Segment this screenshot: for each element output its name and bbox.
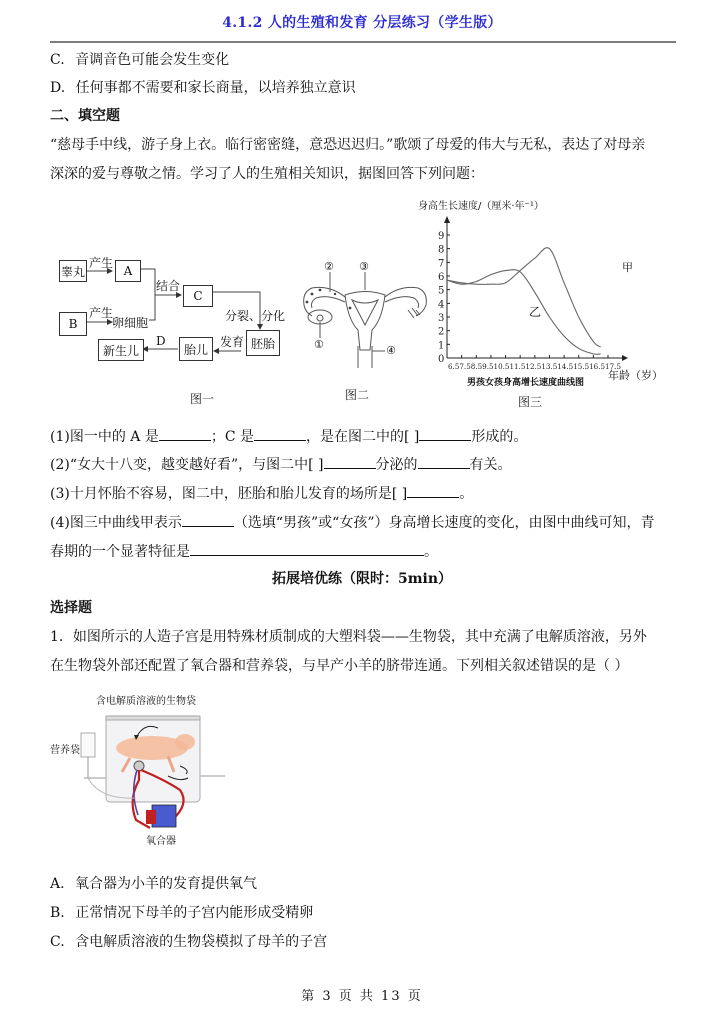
series-label-jia: 甲 [622, 261, 633, 274]
box-b: B [59, 312, 87, 336]
q2-text-b: 分泌的 [375, 457, 418, 473]
figure-2-caption: 图二 [345, 388, 370, 402]
option-b[interactable] [50, 904, 313, 922]
chart-y-axis-title: 身高生长速度/（厘米·年⁻¹） [418, 201, 544, 212]
document-header-title: 4.1.2 人的生殖和发育 分层练习（学生版） [222, 15, 502, 31]
svg-text:6: 6 [438, 272, 445, 283]
svg-text:3: 3 [438, 313, 445, 324]
marker-1: ① [314, 338, 324, 351]
q1-text-c: ；C 是 [210, 429, 255, 445]
label-oxygenator: 氧合器 [146, 836, 176, 847]
svg-text:5: 5 [438, 285, 445, 297]
svg-text:6.57.58.59.510.511.512.513.514: 6.57.58.59.510.511.512.513.514.515.516.517.5 [448, 362, 622, 371]
section-heading-extension: 拓展培优练（限时：5min） [271, 571, 453, 587]
q4-text-b: （选填“男孩”或“女孩”）身高增长速度的变化，由图中曲线可知，青 [233, 515, 655, 531]
box-testis: 睾丸 [59, 260, 87, 282]
mc-question-1-line-2: 在生物袋外部还配置了氧合器和营养袋，与早产小羊的脐带连通。下列相关叙述错误的是（ ） [50, 658, 629, 674]
q1-text-where: ，是在图二中的[ ] [306, 429, 420, 445]
option-text: 氧合器为小羊的发育提供氧气 [75, 876, 258, 892]
option-d-prev [50, 79, 356, 97]
option-a[interactable] [50, 875, 257, 893]
q4-text-c: 春期的一个显著特征是 [50, 544, 190, 560]
question-4-line-1 [50, 513, 654, 532]
label-develop: 发育 [220, 335, 245, 349]
label-divide-differentiate: 分裂、分化 [225, 309, 286, 323]
box-a: A [115, 260, 141, 282]
option-text: 音调音色可能会发生变化 [75, 52, 230, 68]
answer-blank-organ[interactable] [419, 427, 471, 441]
label-egg-cell: 卵细胞 [112, 316, 149, 330]
option-c[interactable] [50, 933, 327, 951]
figure-1-caption: 图一 [190, 392, 215, 406]
svg-text:2: 2 [438, 326, 445, 338]
answer-blank-organ-2[interactable] [324, 455, 376, 469]
svg-text:0: 0 [438, 354, 445, 365]
box-c: C [183, 285, 213, 307]
box-newborn: 新生儿 [98, 339, 144, 361]
q3-text-end: 。 [459, 486, 474, 502]
series-label-yi: 乙 [529, 305, 542, 319]
box-fetus: 胎儿 [179, 337, 213, 361]
label-nutrient-bag: 营养袋 [50, 745, 80, 756]
svg-text:4: 4 [438, 299, 445, 311]
option-key: C. [50, 934, 65, 950]
option-key: D. [50, 80, 66, 96]
chart-x-axis-title: 年龄（岁） [608, 369, 663, 382]
question-1 [50, 427, 527, 446]
intro-line-1: “慈母手中线，游子身上衣。临行密密缝，意恐迟迟归。”歌颂了母爱的伟大与无私，表达了对母亲 [50, 137, 646, 153]
q4-text-a: (4)图三中曲线甲表示 [50, 515, 182, 531]
question-4-line-2 [50, 542, 438, 561]
question-2 [50, 455, 512, 474]
intro-line-2: 深深的爱与尊敬之情。学习了人的生殖相关知识，据图回答下列问题： [50, 166, 484, 182]
q2-text-end: 有关。 [469, 457, 512, 473]
option-text: 含电解质溶液的生物袋模拟了母羊的子宫 [75, 934, 328, 950]
q3-text-a: (3)十月怀胎不容易，图二中，胚胎和胎儿发育的场所是[ ] [50, 486, 408, 502]
page-number: 第 3 页 共 13 页 [301, 989, 423, 1004]
mc-question-1-line-1: 1．如图所示的人造子宫是用特殊材质制成的大塑料袋——生物袋，其中充满了电解质溶液，另外 [50, 629, 647, 645]
section-heading-fill-in: 二、填空题 [50, 108, 120, 124]
svg-text:9: 9 [438, 231, 445, 242]
figure-1-flow-diagram [40, 240, 300, 410]
figure-3-growth-chart [410, 195, 680, 410]
marker-4: ④ [386, 344, 396, 357]
marker-2: ② [324, 260, 334, 273]
answer-blank-gender[interactable] [182, 513, 234, 527]
label-bio-bag: 含电解质溶液的生物袋 [96, 696, 196, 707]
q1-text-end: 形成的。 [471, 429, 528, 445]
option-key: A. [50, 876, 65, 892]
svg-text:1: 1 [438, 340, 445, 352]
option-text: 任何事都不需要和家长商量，以培养独立意识 [75, 80, 356, 96]
q4-text-end: 。 [424, 544, 438, 560]
figure-3-caption: 图三 [518, 395, 543, 409]
marker-3: ③ [359, 260, 369, 273]
answer-blank-a[interactable] [159, 427, 211, 441]
box-embryo: 胚胎 [246, 330, 280, 356]
option-key: B. [50, 905, 65, 921]
svg-text:8: 8 [438, 244, 445, 256]
artificial-womb-figure [40, 680, 270, 860]
label-combine: 结合 [156, 279, 181, 293]
label-produce-sperm: 产生 [89, 256, 114, 270]
label-d: D [156, 334, 166, 348]
q1-text-a: (1)图一中的 A 是 [50, 429, 159, 445]
answer-blank-hormone[interactable] [418, 455, 470, 469]
chart-title: 男孩女孩身高增长速度曲线图 [467, 378, 585, 388]
q2-text-a: (2)“女大十八变，越变越好看”，与图二中[ ] [50, 457, 324, 473]
answer-blank-uterus[interactable] [407, 484, 459, 498]
label-produce-egg: 产生 [89, 306, 114, 320]
answer-blank-feature[interactable] [190, 542, 424, 556]
option-c-prev [50, 51, 229, 69]
answer-blank-c[interactable] [254, 427, 306, 441]
option-key: C. [50, 52, 65, 68]
svg-text:7: 7 [438, 258, 445, 270]
subheading-multiple-choice: 选择题 [50, 600, 92, 616]
option-text: 正常情况下母羊的子宫内能形成受精卵 [75, 905, 314, 921]
question-3 [50, 484, 473, 503]
header-divider [50, 41, 676, 43]
